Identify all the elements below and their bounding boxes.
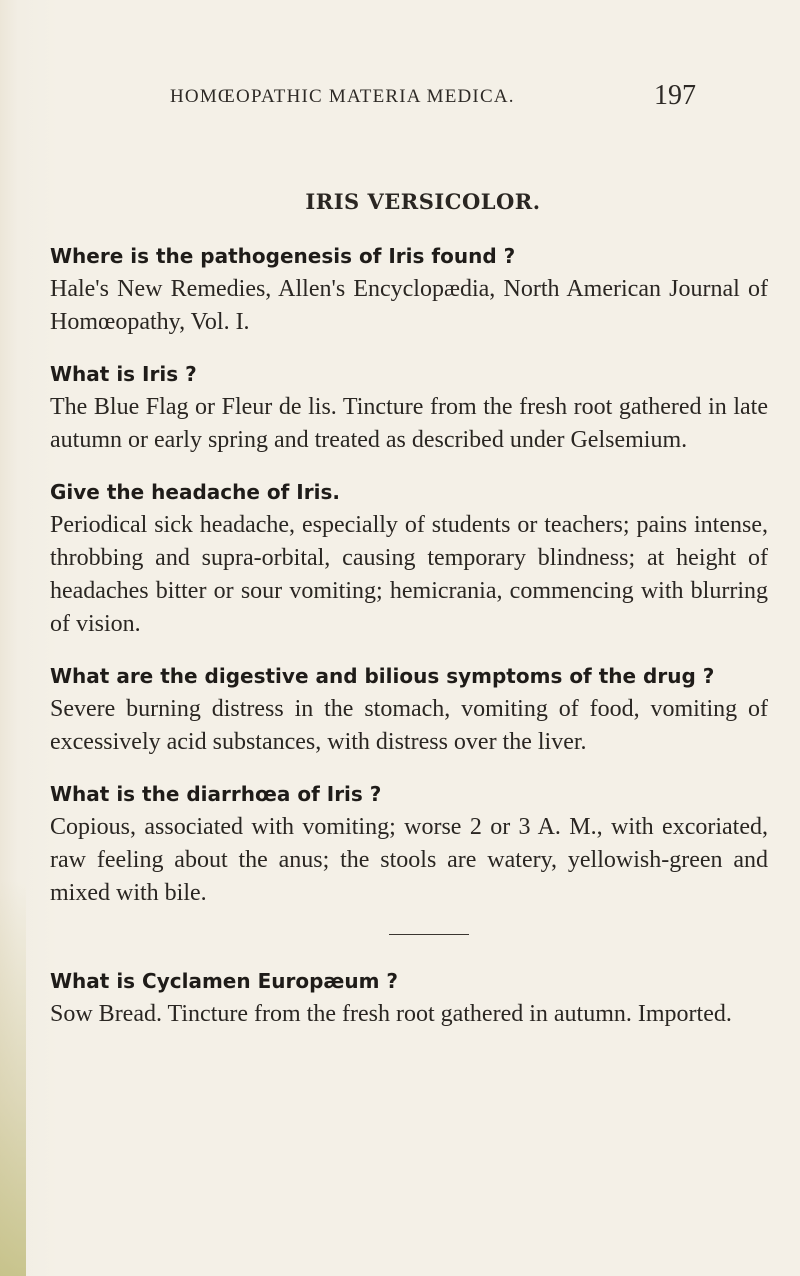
question: What is the diarrhœa of Iris ? — [50, 782, 382, 806]
qa-item — [50, 778, 768, 910]
running-header — [0, 80, 800, 110]
qa-item — [50, 965, 768, 1031]
section-divider-rule — [389, 934, 469, 935]
page-edge-discoloration — [0, 880, 26, 1276]
qa-item — [50, 476, 768, 641]
answer: Severe burning distress in the stomach, vomiting of food, vomiting of excessively acid substances, with distress over the liver. — [50, 696, 768, 755]
question: What is Iris ? — [50, 362, 197, 386]
qa-item — [50, 240, 768, 339]
question: Where is the pathogenesis of Iris found ? — [50, 244, 516, 268]
answer: The Blue Flag or Fleur de lis. Tincture from the fresh root gathered in late autumn or early spring and treated as described under Gelsemium. — [50, 394, 768, 453]
question: What is Cyclamen Europæum ? — [50, 969, 398, 993]
answer: Periodical sick headache, especially of students or teachers; pains intense, throbbing and supra-orbital, causing temporary blindness; at height of headaches bitter or sour vomiting; hemicrania, commencing with blurring of vision. — [50, 512, 768, 637]
page-body — [50, 187, 768, 1050]
qa-item — [50, 358, 768, 457]
running-title: HOMŒOPATHIC MATERIA MEDICA. — [170, 86, 515, 107]
qa-item — [50, 660, 768, 759]
section-title: IRIS VERSICOLOR. — [305, 189, 541, 214]
answer: Hale's New Remedies, Allen's Encyclopædia, North American Journal of Homœopathy, Vol. I. — [50, 276, 768, 335]
question: Give the headache of Iris. — [50, 480, 340, 504]
page-number: 197 — [654, 80, 696, 111]
question: What are the digestive and bilious symptoms of the drug ? — [50, 664, 715, 688]
answer: Copious, associated with vomiting; worse 2 or 3 A. M., with excoriated, raw feeling about the anus; the stools are watery, yellowish-green and mixed with bile. — [50, 814, 768, 906]
answer: Sow Bread. Tincture from the fresh root gathered in autumn. Imported. — [50, 1001, 732, 1027]
